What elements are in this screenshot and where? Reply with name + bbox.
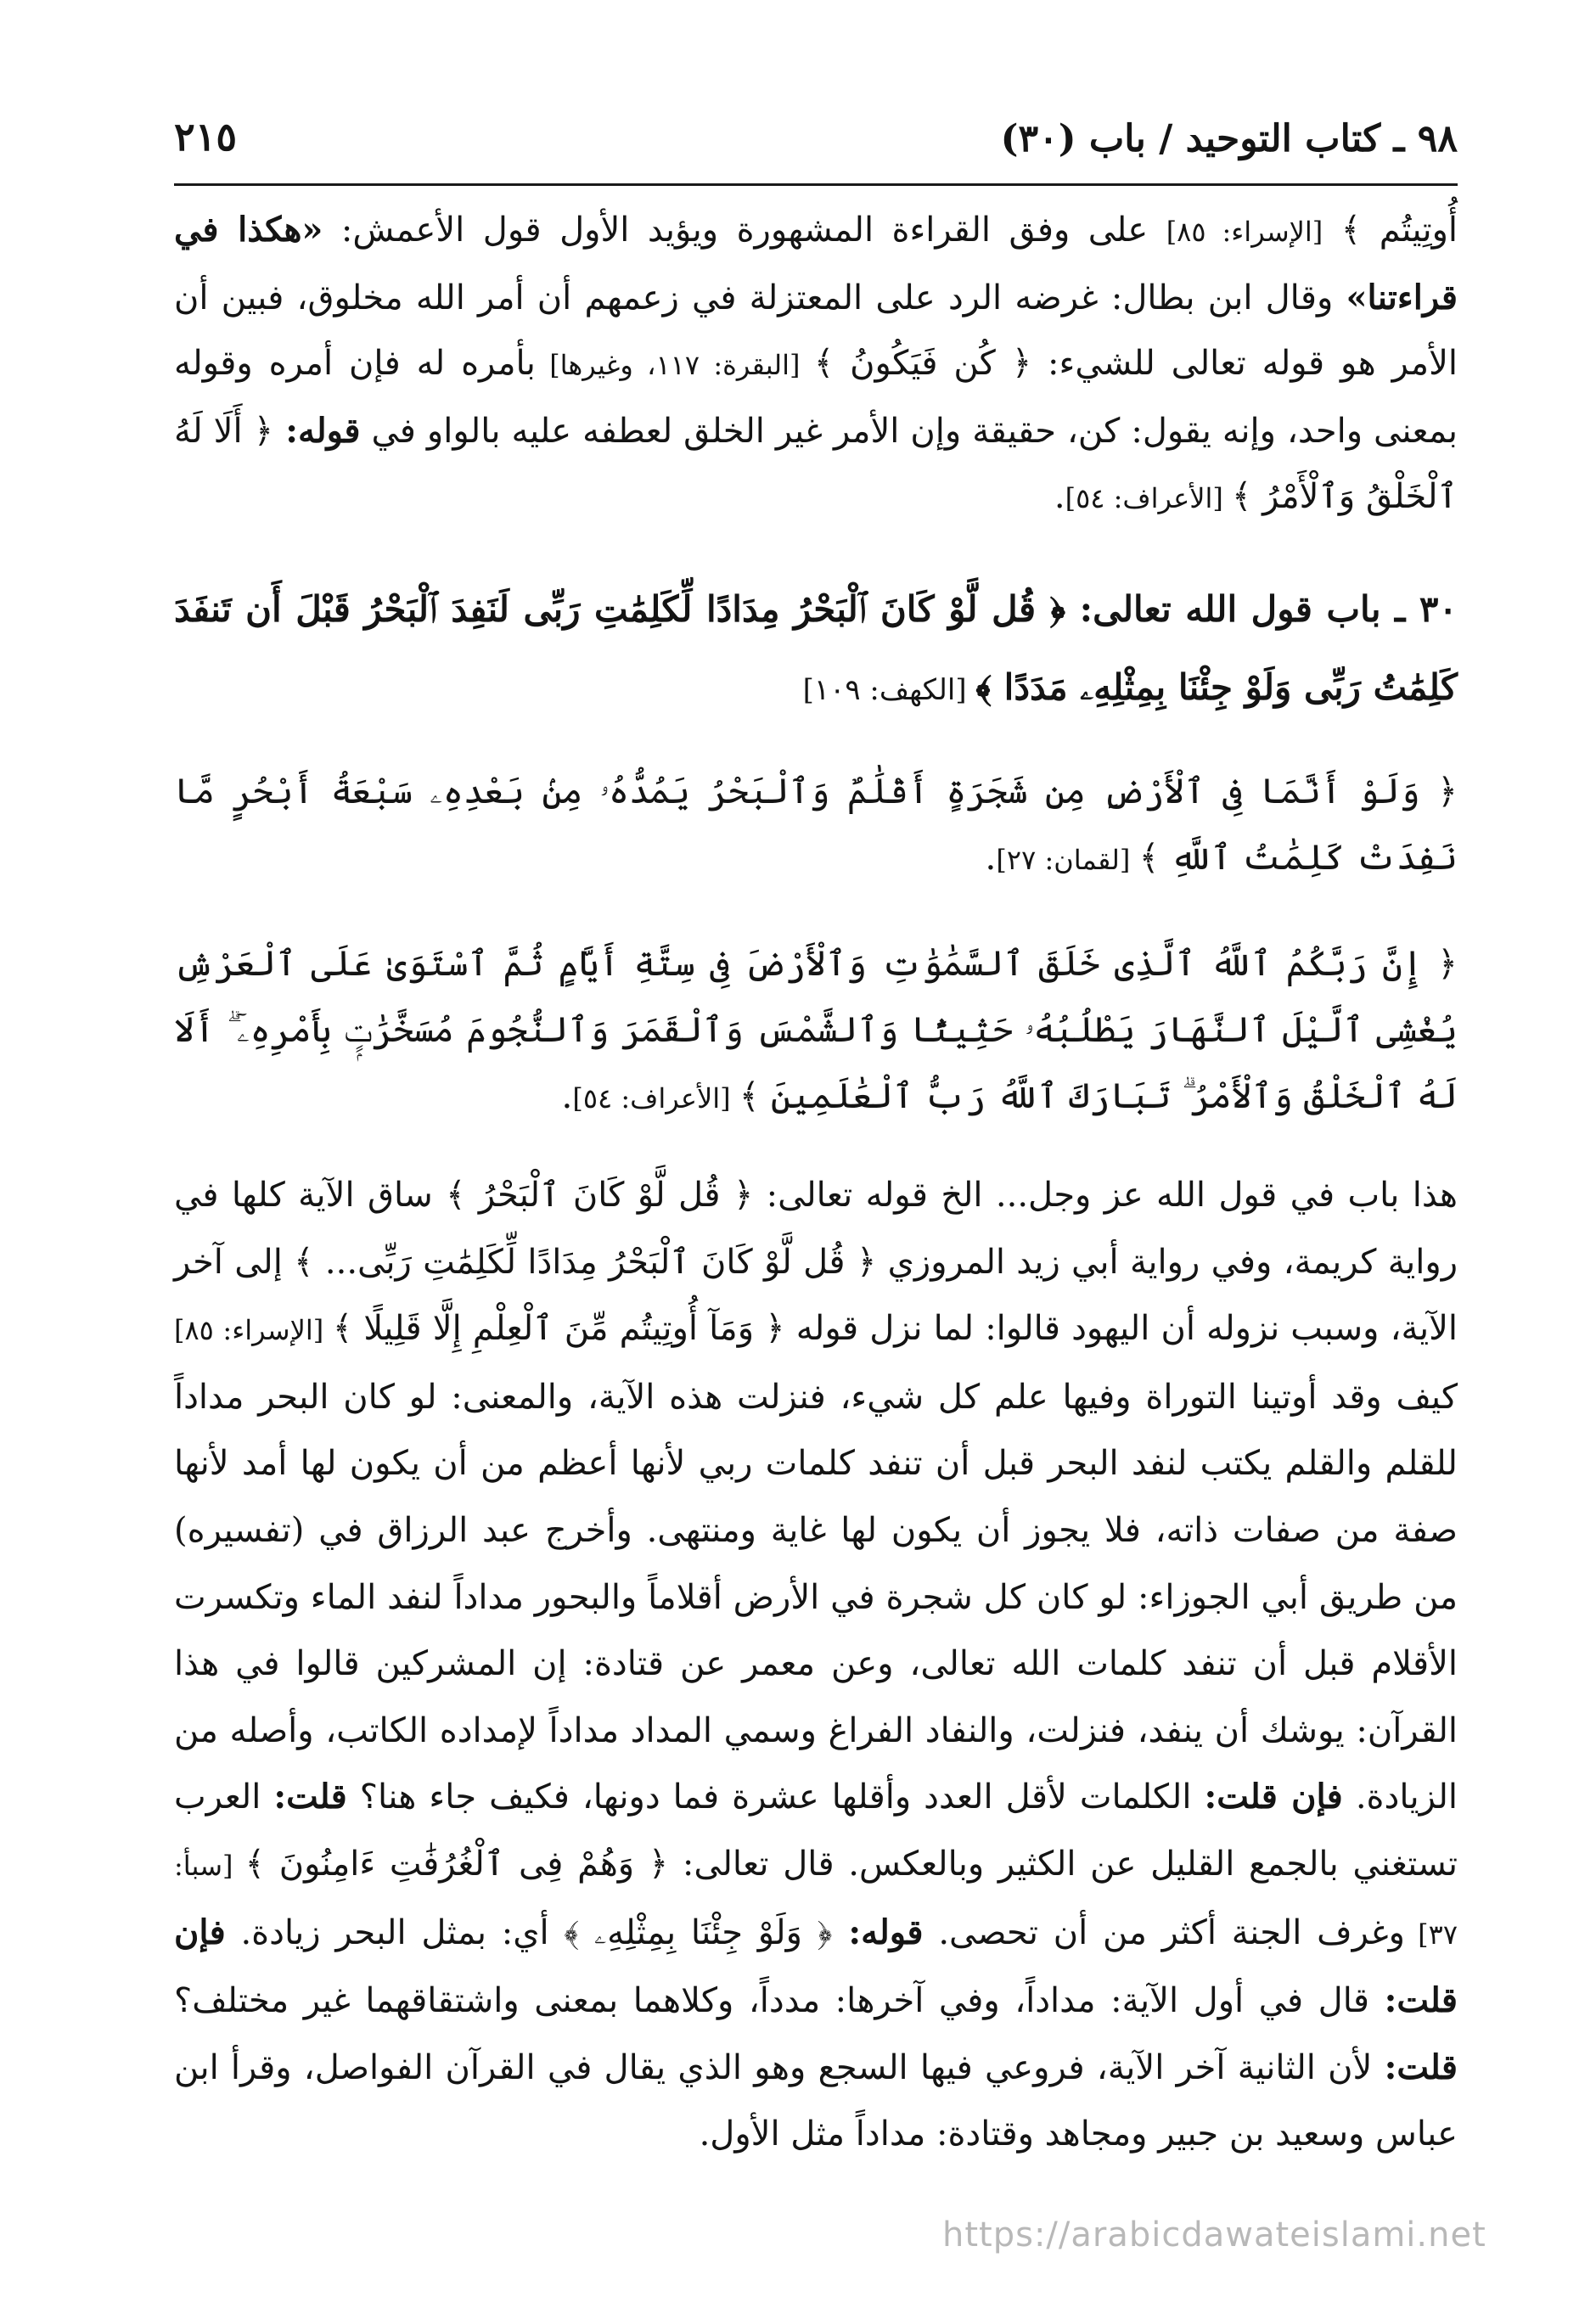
page-number: ٢١٥ [174,114,238,160]
page-header [174,109,1458,168]
quran-quote: ﴿ قُل لَّوْ كَانَ ٱلْبَحْرُ مِدَادًا لِّكَلِمَٰتِ رَبِّى لَنَفِدَ ٱلْبَحْرُ قَبْلَ أَن تَنفَدَ كَلِمَٰتُ رَبِّى وَلَوْ جِئْنَا بِمِثْلِهِۦ مَدَدًا ﴾ [174,588,1458,708]
quran-quote: أُوتِيتُم [1379,211,1458,250]
verse-reference: [لقمان: ٢٧] [996,844,1139,876]
verse-reference: [الكهف: ١٠٩] [802,673,976,707]
bold-label: فإن قلت: [1204,1777,1343,1817]
quran-quote: ﴿ قُل لَّوْ كَانَ ٱلْبَحْرُ ﴾ [446,1176,754,1215]
text-span: قال في أول الآية: مداداً، وفي آخرها: مدداً، وكلاهما بمعنى واشتقاقهما غير مختلف؟ [174,1981,1385,2021]
verse-reference: [الإسراء: ٨٥] [1166,216,1323,248]
quran-quote: ﴿ وَلَوْ أَنَّمَا فِى ٱلْأَرْضِ مِن شَجَرَةٍ أَقْلَٰمٌ وَٱلْبَحْرُ يَمُدُّهُۥ مِنۢ بَعْدِهِۦ سَبْعَةُ أَبْحُرٍ مَّا نَفِدَتْ كَلِمَٰتُ ٱللَّهِ ﴾ [174,771,1458,878]
bold-label: قلت: [1384,2047,1458,2087]
text-span: . [985,837,997,878]
quran-quote: ﴿ وَمَآ أُوتِيتُم مِّنَ ٱلْعِلْمِ إِلَّا قَلِيلًا ﴾ [332,1309,785,1349]
quran-quote: ﴿ وَهُمْ فِى ٱلْغُرُفَٰتِ ءَامِنُونَ ﴾ [244,1844,669,1884]
quran-quote: ﴿ كُن فَيَكُونُ ﴾ [813,344,1032,383]
verse-reference: [البقرة: ١١٧، وغيرها] [535,349,814,381]
quran-verse-araf [174,930,1458,1132]
commentary-paragraph [174,1162,1458,2168]
text-span: لأن الثانية آخر الآية، فروعي فيها السجع وهو الذي يقال في القرآن الفواصل، وقرأ ابن عباس وسعيد بن جبير ومجاهد وقتادة: مداداً مثل الأول. [174,2047,1458,2154]
bold-label: قوله: [832,1912,924,1952]
text-span: . [1054,477,1065,516]
text-span: . [561,1075,573,1116]
verse-reference: [الأعراف: ٥٤] [1065,482,1233,514]
running-title: ٩٨ ـ كتاب التوحيد / باب (٣٠) [1000,117,1458,160]
chapter-heading [174,570,1458,729]
watermark-url: https://arabicdawateislami.net [942,2215,1486,2255]
text-span: على وفق القراءة المشهورة ويؤيد الأول قول الأعمش: [323,211,1166,250]
text-span: أي: بمثل البحر زيادة. [225,1912,565,1952]
text-span: ساق الآية كلها في رواية كريمة، وفي رواية أبي زيد المروزي [174,1176,1458,1282]
quran-quote: ﴿ إِنَّ رَبَّكُمُ ٱللَّهُ ٱلَّذِى خَلَقَ ٱلسَّمَٰوَٰتِ وَٱلْأَرْضَ فِى سِتَّةِ أَيَّامٍ ثُمَّ ٱسْتَوَىٰ عَلَى ٱلْعَرْشِ يُغْشِى ٱلَّيْلَ ٱلنَّهَارَ يَطْلُبُهُۥ حَثِيثًا وَٱلشَّمْسَ وَٱلْقَمَرَ وَٱلنُّجُومَ مُسَخَّرَٰتٍۭ بِأَمْرِهِۦٓ ۗ أَلَا لَهُ ٱلْخَلْقُ وَٱلْأَمْرُ ۗ تَبَارَكَ ٱللَّهُ رَبُّ ٱلْعَٰلَمِينَ ﴾ [174,943,1458,1116]
text-span: العرب تستغني بالجمع القليل عن الكثير وبالعكس. قال تعالى: [174,1777,1458,1884]
page-body [174,197,1458,2168]
bold-label: قوله: [273,411,361,451]
text-span: إلى آخر الآية، وسبب نزوله أن اليهود قالوا: لما نزل قوله [174,1242,1458,1349]
text-span: وقال ابن بطال: غرضه الرد على المعتزلة في زعمهم أن أمر الله مخلوق، فبين أن الأمر هو قوله تعالى للشيء: [174,278,1458,383]
text-span: هذا باب في قول الله عز وجل... الخ قوله تعالى: [753,1176,1458,1215]
opening-paragraph [174,197,1458,531]
bold-label: فإن قلت: [174,1912,1458,2021]
text-span: بأمره له فإن أمره وقوله بمعنى واحد، وإنه يقول: كن، حقيقة وإن الأمر غير الخلق لعطفه عليه بالواو في [174,344,1458,451]
quran-verse-luqman [174,758,1458,893]
text-span: كيف وقد أوتينا التوراة وفيها علم كل شيء، فنزلت هذه الآية، والمعنى: لو كان البحر مداداً للقلم والقلم يكتب لنفد البحر قبل أن تنفد كلمات ربي لأنها أعظم من أن يكون لها أمد لأنها صفة من صفات ذاته، فلا يجوز أن يكون لها غاية ومنتهى. وأخرج عبد الرزاق في (تفسيره) من طريق أبي الجوزاء: لو كان كل شجرة في الأرض أقلاماً والبحور مداداً لنفد الماء وتكسرت الأقلام قبل أن تنفد كلمات الله تعالى، وعن معمر عن قتادة: إن المشركين قالوا في هذا القرآن: يوشك أن ينفد، فنزلت، والنفاد الفراغ وسمي المداد مداداً لإمداده الكاتب، وأصله من الزيادة. [174,1377,1458,1817]
text-span: ﴾ [1323,211,1380,250]
verse-reference: [الإسراء: ٨٥] [174,1314,333,1347]
bold-label: قلت: [273,1777,347,1817]
bold-quote: «هكذا في قراءتنا» [174,210,1458,317]
quran-quote: ﴿ وَلَوْ جِئْنَا بِمِثْلِهِۦ ﴾ [564,1912,833,1952]
quran-quote: ﴿ قُل لَّوْ كَانَ ٱلْبَحْرُ مِدَادًا لِّكَلِمَٰتِ رَبِّى... ﴾ [294,1242,877,1282]
text-span: الكلمات لأقل العدد وأقلها عشرة فما دونها، فكيف جاء هنا؟ [346,1777,1205,1817]
header-rule [174,183,1458,186]
chapter-title: ٣٠ ـ باب قول الله تعالى: [1065,588,1458,630]
text-span: وغرف الجنة أكثر من أن تحصى. [923,1912,1405,1952]
verse-reference: [الأعراف: ٥٤] [572,1082,739,1115]
quran-quote: ﴿ أَلَا لَهُ ٱلْخَلْقُ وَٱلْأَمْرُ ﴾ [174,412,1458,516]
verse-reference: [سبأ: ٣٧] [174,1849,1458,1951]
